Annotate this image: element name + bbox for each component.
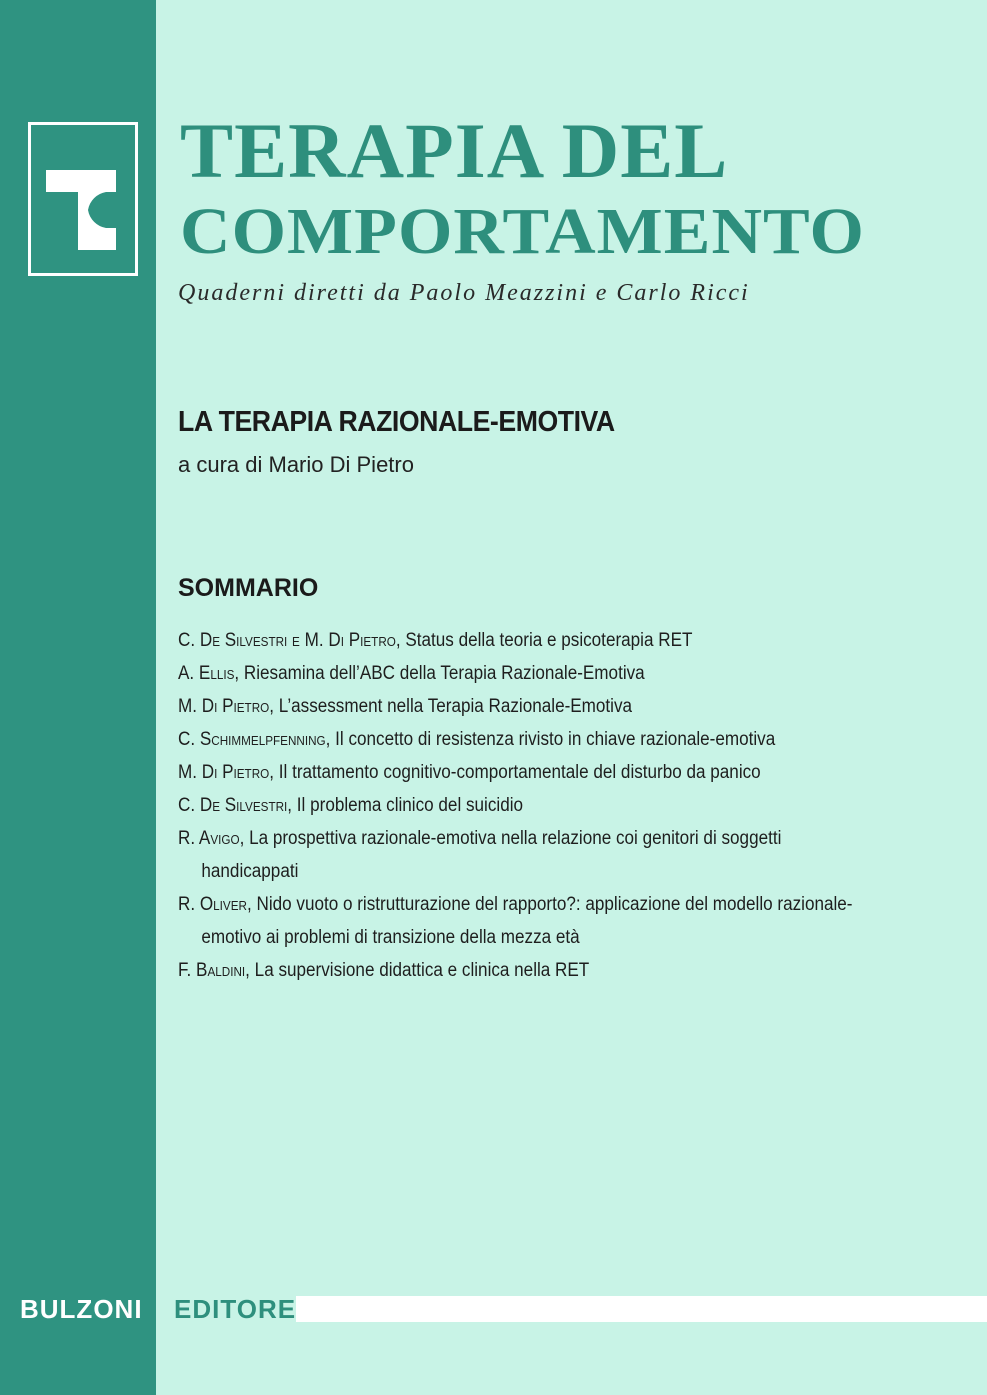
toc-title: , La prospettiva razionale-emotiva nella relazione coi genitori di soggetti — [239, 828, 782, 849]
series-title-line-1: TERAPIA DEL — [180, 107, 729, 194]
toc-title: , Il problema clinico del suicidio — [287, 795, 524, 816]
toc-author: C. Schimmelpfenning — [178, 729, 326, 750]
toc-title: , Il trattamento cognitivo-comportamentale del disturbo da panico — [269, 762, 761, 783]
toc-author: F. Baldini — [178, 960, 246, 981]
toc-title: , Nido vuoto o ristrutturazione del rapporto?: applicazione del modello razionale- — [246, 894, 853, 915]
toc-entry — [178, 954, 808, 987]
toc-author: M. Di Pietro — [178, 696, 270, 717]
toc-author: C. De Silvestri e M. Di Pietro — [178, 630, 396, 651]
toc-author: R. Avigo — [178, 828, 240, 849]
toc-author: R. Oliver — [178, 894, 247, 915]
toc-title: , Status della teoria e psicoterapia RET — [395, 630, 693, 651]
table-of-contents — [178, 624, 878, 987]
toc-entry — [178, 723, 808, 756]
toc-title: , L’assessment nella Terapia Razionale-Emotiva — [269, 696, 633, 717]
contents-heading: SOMMARIO — [178, 574, 319, 602]
toc-title: , Riesamina dell’ABC della Terapia Razionale-Emotiva — [234, 663, 645, 684]
series-subtitle: Quaderni diretti da Paolo Meazzini e Carlo Ricci — [178, 280, 750, 306]
toc-title: , La supervisione didattica e clinica nella RET — [245, 960, 590, 981]
volume-editor: a cura di Mario Di Pietro — [178, 452, 414, 477]
toc-entry — [178, 822, 808, 888]
toc-entry — [178, 888, 853, 954]
toc-entry — [178, 789, 808, 822]
toc-entry — [178, 624, 808, 657]
toc-entry — [178, 756, 808, 789]
toc-author: A. Ellis — [178, 663, 235, 684]
toc-entry — [178, 690, 808, 723]
toc-title: , Il concetto di resistenza rivisto in chiave razionale-emotiva — [325, 729, 776, 750]
publisher-imprint: EDITORE — [174, 1294, 297, 1324]
volume-title: LA TERAPIA RAZIONALE-EMOTIVA — [178, 406, 615, 438]
tc-monogram-icon — [46, 170, 116, 250]
toc-entry — [178, 657, 808, 690]
publisher-name: BULZONI — [20, 1294, 143, 1324]
series-title-line-2: COMPORTAMENTO — [180, 195, 866, 268]
toc-author: C. De Silvestri — [178, 795, 288, 816]
toc-title-continuation: emotivo ai problemi di transizione della mezza età — [201, 927, 580, 948]
toc-title-continuation: handicappati — [201, 861, 299, 882]
toc-author: M. Di Pietro — [178, 762, 270, 783]
